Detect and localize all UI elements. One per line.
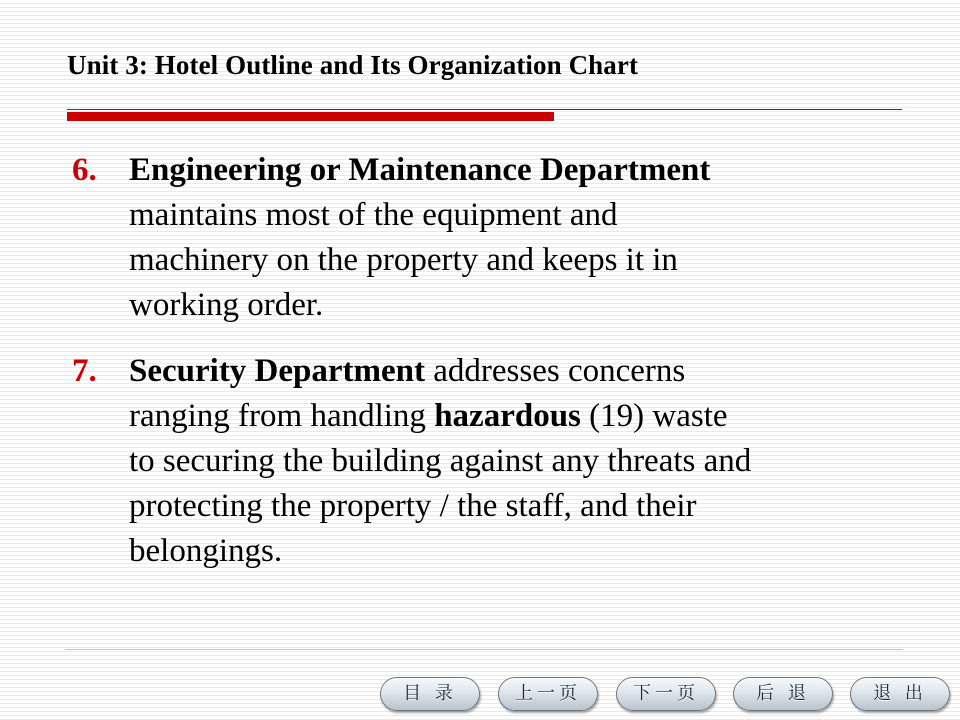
list-item-text — [129, 349, 919, 574]
next-page-button[interactable] — [616, 677, 716, 711]
text-line: protecting the property / the staff, and their — [129, 488, 697, 524]
back-button-label: 后 退 — [756, 683, 810, 704]
department-name: Engineering or Maintenance Department — [129, 152, 711, 188]
text-run: (19) waste — [580, 398, 728, 434]
slide-title: Unit 3: Hotel Outline and Its Organization Chart — [67, 50, 639, 80]
footer-divider — [65, 649, 903, 650]
text-run: ranging from handling — [129, 398, 435, 434]
list-item-number: 7. — [72, 353, 97, 389]
title-accent-bar — [67, 112, 554, 121]
contents-button-label: 目 录 — [403, 683, 457, 704]
contents-button[interactable] — [380, 677, 480, 711]
exit-button-label: 退 出 — [873, 683, 927, 704]
department-name: Security Department — [129, 353, 426, 389]
prev-page-button[interactable] — [498, 677, 598, 711]
list-item-number: 6. — [72, 152, 97, 188]
text-line: maintains most of the equipment and — [129, 197, 618, 233]
text-run: addresses concerns — [425, 353, 686, 389]
title-underline — [67, 109, 902, 110]
text-line: machinery on the property and keeps it in — [129, 242, 678, 278]
exit-button[interactable] — [850, 677, 950, 711]
text-line: working order. — [129, 287, 324, 323]
prev-page-button-label: 上一页 — [515, 683, 581, 704]
next-page-button-label: 下一页 — [633, 683, 699, 704]
text-line — [129, 148, 919, 193]
text-line: belongings. — [129, 533, 283, 569]
back-button[interactable] — [733, 677, 833, 711]
text-line: to securing the building against any threats and — [129, 443, 752, 479]
keyword-hazardous: hazardous — [434, 398, 581, 434]
text-line — [129, 349, 919, 394]
text-line — [129, 394, 919, 439]
list-item-text — [129, 148, 919, 328]
